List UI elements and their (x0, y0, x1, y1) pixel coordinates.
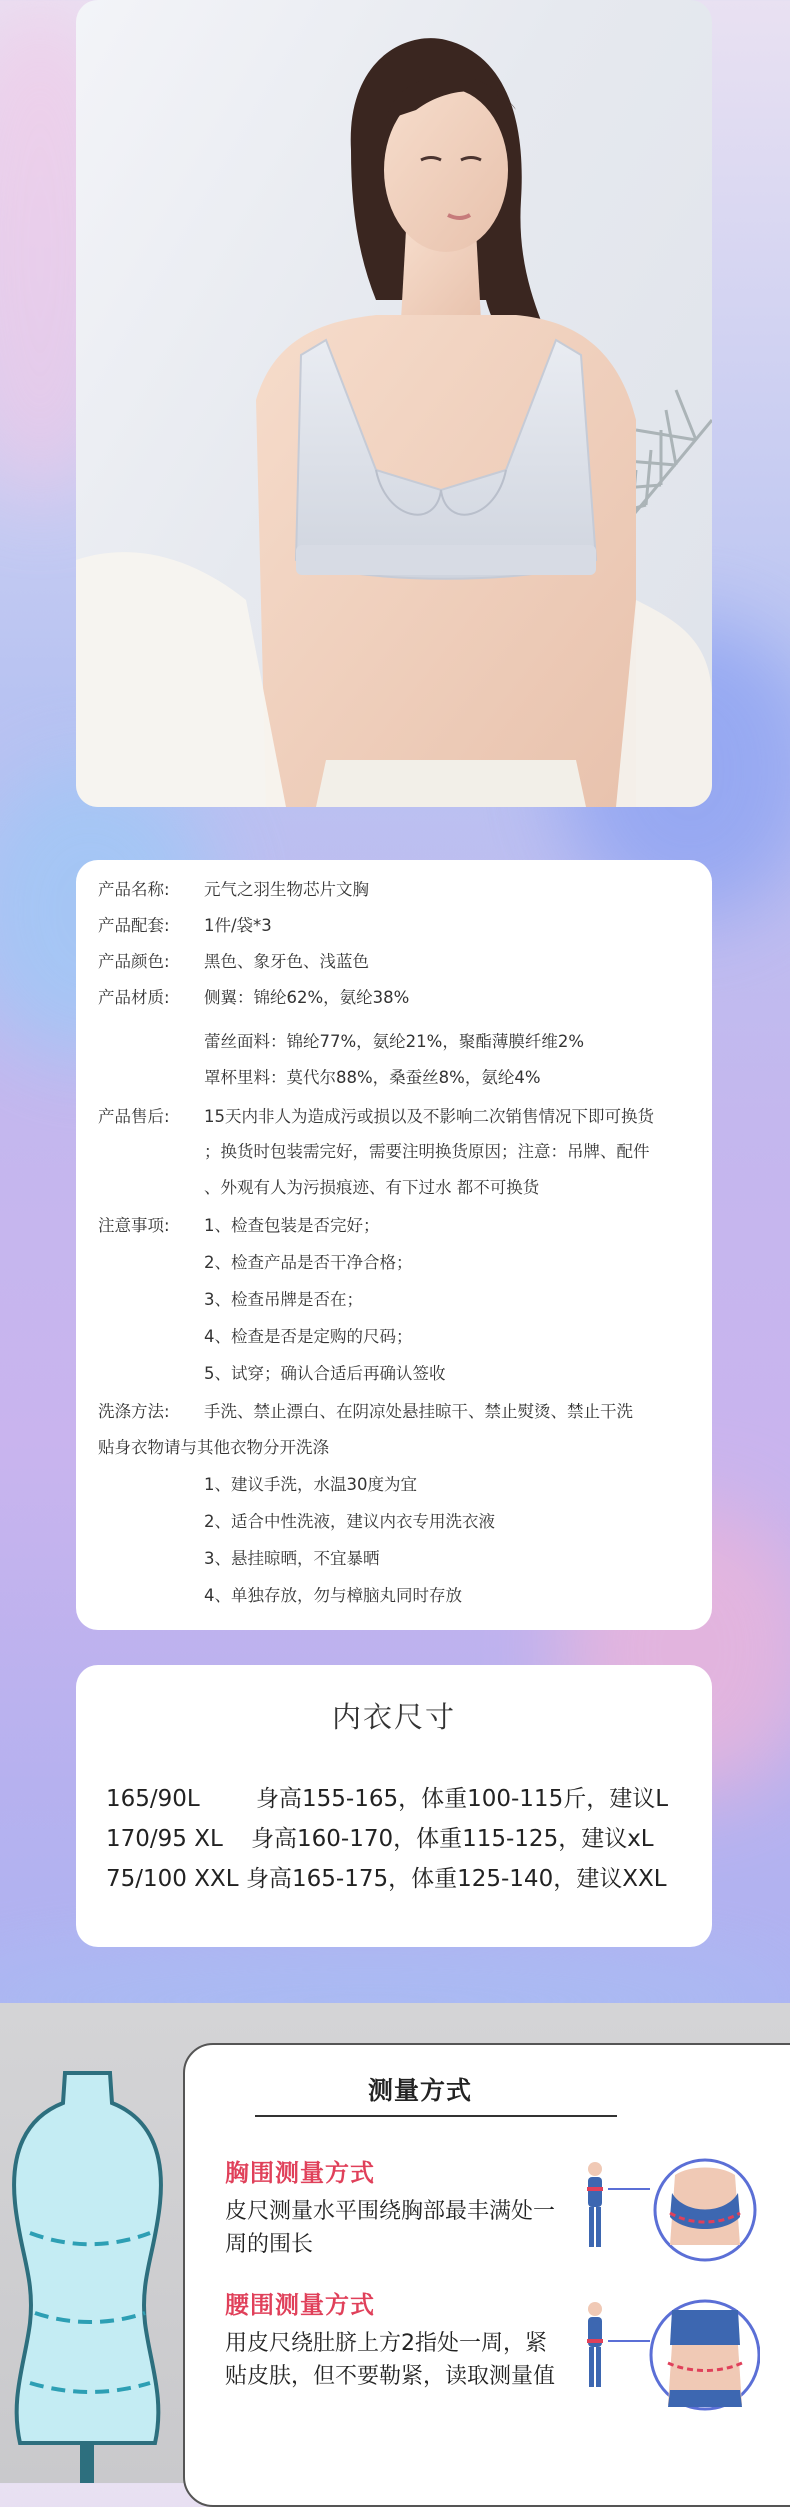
hero-product-photo (76, 0, 712, 807)
info-row-aftersale: 产品售后: 15天内非人为造成污或损以及不影响二次销售情况下即可换货 (98, 1107, 654, 1126)
wash-line-separate: 贴身衣物请与其他衣物分开洗涤 (98, 1438, 329, 1457)
aftersale-line-3: 、外观有人为污损痕迹、有下过水 都不可换货 (204, 1178, 540, 1197)
bust-text: 皮尺测量水平围绕胸部最丰满处一周的围长 (225, 2199, 556, 2257)
wash-line-3: 3、悬挂晾晒，不宜暴晒 (204, 1549, 380, 1568)
mannequin-icon (0, 2063, 180, 2483)
size-row-xl: 170/95 XL 身高160-170，体重115-125，建议xL (106, 1826, 654, 1852)
material-cup: 罩杯里料：莫代尔88%，桑蚕丝8%，氨纶4% (204, 1068, 541, 1087)
measure-box (183, 2043, 790, 2507)
waist-heading: 腰围测量方式 (225, 2291, 375, 2319)
size-card (76, 1665, 712, 1947)
measure-title-underline (255, 2115, 617, 2117)
model-illustration (76, 0, 712, 807)
waist-measure-illustration (580, 2295, 760, 2415)
info-row-color: 产品颜色: 黑色、象牙色、浅蓝色 (98, 952, 369, 971)
notice-line-2: 2、检查产品是否干净合格； (204, 1253, 413, 1272)
wash-line-4: 4、单独存放，勿与樟脑丸同时存放 (204, 1586, 462, 1605)
small-figure-icon (587, 2162, 603, 2247)
measure-section (0, 2003, 790, 2483)
material-lace: 蕾丝面料：锦纶77%，氨纶21%，聚酯薄膜纤维2% (204, 1032, 585, 1051)
size-title: 内衣尺寸 (331, 1700, 456, 1734)
wash-line-2: 2、适合中性洗液，建议内衣专用洗衣液 (204, 1512, 495, 1531)
bust-heading: 胸围测量方式 (225, 2159, 375, 2187)
wash-line-1: 1、建议手洗，水温30度为宜 (204, 1475, 417, 1494)
measure-title: 测量方式 (367, 2076, 472, 2105)
size-row-xxl: 75/100 XXL 身高165-175，体重125-140，建议XXL (106, 1866, 667, 1892)
aftersale-line-2: ；换货时包装需完好，需要注明换货原因；注意：吊牌、配件 (204, 1142, 650, 1161)
notice-line-3: 3、检查吊牌是否在； (204, 1290, 363, 1309)
info-row-notice: 注意事项: 1、检查包装是否完好； (98, 1216, 380, 1235)
info-row-wash: 洗涤方法: 手洗、禁止漂白、在阴凉处悬挂晾干、禁止熨烫、禁止干洗 (98, 1402, 633, 1421)
info-row-material: 产品材质: 侧翼：锦纶62%，氨纶38% (98, 988, 410, 1007)
bust-measure-illustration (580, 2155, 760, 2265)
product-info-card (76, 860, 712, 1630)
small-figure-icon-2 (587, 2302, 603, 2387)
info-row-name: 产品名称: 元气之羽生物芯片文胸 (98, 880, 369, 899)
waist-text: 用皮尺绕肚脐上方2指处一周，紧贴皮肤，但不要勒紧，读取测量值 (225, 2331, 556, 2389)
info-row-set: 产品配套: 1件/袋*3 (98, 916, 272, 935)
notice-line-4: 4、检查是否是定购的尺码； (204, 1327, 413, 1346)
notice-line-5: 5、试穿；确认合适后再确认签收 (204, 1364, 446, 1383)
size-row-l: 165/90L 身高155-165，体重100-115斤，建议L (106, 1786, 669, 1812)
